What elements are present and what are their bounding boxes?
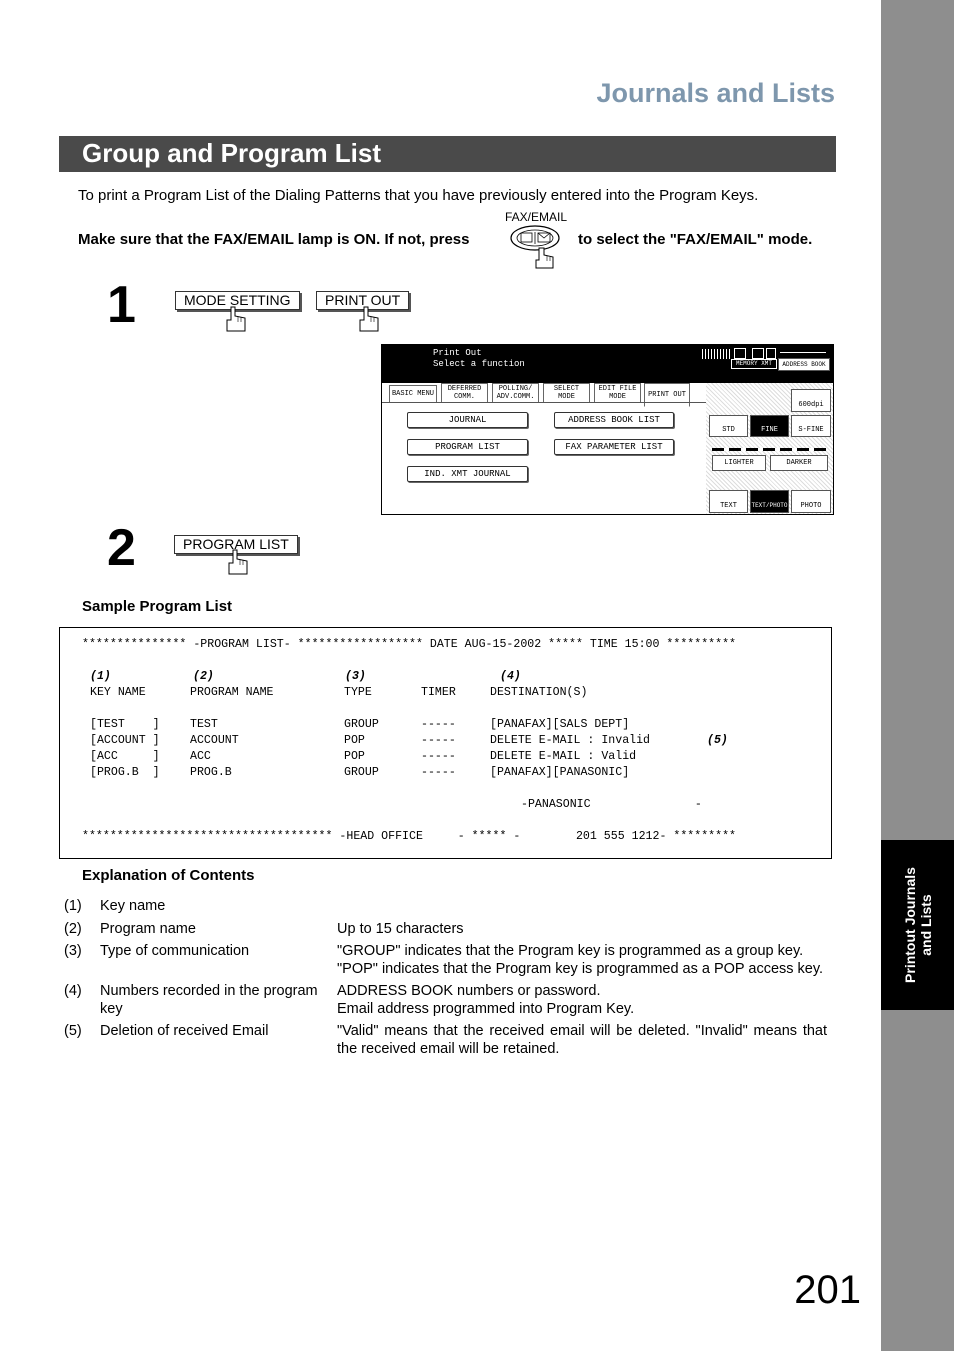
table-cell: ----- <box>421 750 456 763</box>
tab-print-out[interactable]: PRINT OUT <box>644 383 690 407</box>
table-cell: [PANAFAX][SALS DEPT] <box>490 718 630 731</box>
address-book-button[interactable]: ADDRESS BOOK <box>778 358 830 371</box>
item-term: Program name <box>100 921 196 937</box>
item-term: Deletion of received Email <box>100 1023 269 1039</box>
faxemail-button-label: FAX/EMAIL <box>505 210 568 224</box>
panel-header-line2: Select a function <box>433 359 525 369</box>
column-header: TIMER <box>421 686 456 699</box>
resolution-std-button[interactable]: STD <box>709 415 748 437</box>
faxemail-button-icon <box>508 224 564 270</box>
tab-deferred-comm[interactable]: DEFERRED COMM. <box>441 383 488 403</box>
resolution-fine-button[interactable]: FINE <box>750 415 789 437</box>
table-cell: TEST <box>190 718 218 731</box>
chapter-tab[interactable] <box>881 840 954 1010</box>
table-cell: GROUP <box>344 718 379 731</box>
marker-3: (3) <box>345 670 366 683</box>
item-description: ADDRESS BOOK numbers or password. Email address programmed into Program Key. <box>337 983 635 1017</box>
tab-basic-menu[interactable]: BASIC MENU <box>389 385 437 403</box>
item-number: (4) <box>64 983 82 999</box>
original-text-button[interactable]: TEXT <box>709 490 748 513</box>
darker-button[interactable]: DARKER <box>770 455 828 471</box>
table-cell: POP <box>344 750 365 763</box>
contrast-level-bar <box>712 448 826 451</box>
lighter-button[interactable]: LIGHTER <box>712 455 766 471</box>
item-description: Up to 15 characters <box>337 921 464 937</box>
item-number: (5) <box>64 1023 82 1039</box>
table-cell: PROG.B <box>190 766 232 779</box>
item-description: "GROUP" indicates that the Program key is programmed as a group key. "POP" indicates that the Program key is programmed as a POP access key. <box>337 943 824 977</box>
press-hand-icon <box>225 549 251 575</box>
marker-1: (1) <box>90 670 111 683</box>
faxemail-button[interactable] <box>508 224 564 270</box>
address-book-list-button[interactable]: ADDRESS BOOK LIST <box>554 412 674 428</box>
status-pattern-icon <box>702 349 732 359</box>
item-number: (3) <box>64 943 82 959</box>
sample-panasonic-line: -PANASONIC - <box>521 798 702 811</box>
explanation-title: Explanation of Contents <box>82 867 255 884</box>
chapter-title: Journals and Lists <box>596 78 835 108</box>
sample-header-line: *************** -PROGRAM LIST- ****************** DATE AUG-15-2002 ***** TIME 15:00 ********** <box>82 638 736 651</box>
print-out-key[interactable]: PRINT OUT <box>316 291 409 310</box>
marker-2: (2) <box>193 670 214 683</box>
table-cell: ACC <box>190 750 211 763</box>
chapter-tab-line2: and Lists <box>917 894 934 956</box>
item-term: Key name <box>100 898 166 914</box>
table-cell: [TEST ] <box>90 718 160 731</box>
tab-baseline <box>382 402 706 403</box>
column-header: DESTINATION(S) <box>490 686 588 699</box>
item-term: Numbers recorded in the program key <box>100 983 318 1017</box>
table-cell: ----- <box>421 718 456 731</box>
table-cell: ACCOUNT <box>190 734 239 747</box>
table-cell: [PROG.B ] <box>90 766 160 779</box>
table-cell: ----- <box>421 734 456 747</box>
column-header: TYPE <box>344 686 372 699</box>
column-header: KEY NAME <box>90 686 146 699</box>
item-description: "Valid" means that the received email will be deleted. "Invalid" means that the received email will be retained. <box>337 1023 827 1057</box>
program-list-key[interactable]: PROGRAM LIST <box>174 535 298 554</box>
press-hand-icon <box>356 306 382 332</box>
tab-select-mode[interactable]: SELECT MODE <box>543 383 590 403</box>
item-term: Type of communication <box>100 943 250 959</box>
table-cell: [PANAFAX][PANASONIC] <box>490 766 630 779</box>
resolution-sfine-button[interactable]: S-FINE <box>791 415 831 437</box>
journal-button[interactable]: JOURNAL <box>407 412 528 428</box>
sample-footer-line: ************************************ -HEAD OFFICE - ***** - 201 555 1212- ********* <box>82 830 736 843</box>
marker-5: (5) <box>707 734 728 747</box>
instruction-before: Make sure that the FAX/EMAIL lamp is ON. If not, press <box>78 231 470 248</box>
marker-4: (4) <box>500 670 521 683</box>
column-header: PROGRAM NAME <box>190 686 274 699</box>
tab-edit-file-mode[interactable]: EDIT FILE MODE <box>594 383 641 403</box>
chapter-tab-line1: Printout Journals <box>901 867 918 983</box>
press-hand-icon <box>223 306 249 332</box>
item-number: (2) <box>64 921 82 937</box>
dpi-button[interactable]: 600dpi <box>791 389 831 412</box>
panel-header-line1: Print Out <box>433 348 482 358</box>
section-title: Group and Program List <box>82 138 382 168</box>
memory-xmt-indicator: MEMORY XMT <box>731 359 777 369</box>
table-cell: [ACC ] <box>90 750 160 763</box>
instruction-after: to select the "FAX/EMAIL" mode. <box>578 231 813 248</box>
fax-parameter-list-button[interactable]: FAX PARAMETER LIST <box>554 439 674 455</box>
table-cell: DELETE E-MAIL : Invalid <box>490 734 651 747</box>
text-icon <box>752 348 764 359</box>
program-list-button[interactable]: PROGRAM LIST <box>407 439 528 455</box>
original-photo-button[interactable]: PHOTO <box>791 490 831 513</box>
page-number: 201 <box>794 1268 861 1312</box>
step-1-number: 1 <box>107 276 136 334</box>
step-2-number: 2 <box>107 519 136 577</box>
touch-panel-screen <box>381 344 834 515</box>
chapter-sidebar <box>881 0 954 1351</box>
contrast-icon <box>766 348 776 359</box>
sample-title: Sample Program List <box>82 598 233 615</box>
intro-text: To print a Program List of the Dialing Patterns that you have previously entered into the Program Keys. <box>78 187 759 204</box>
mode-setting-key[interactable]: MODE SETTING <box>175 291 300 310</box>
table-cell: GROUP <box>344 766 379 779</box>
ind-xmt-journal-button[interactable]: IND. XMT JOURNAL <box>407 466 528 482</box>
table-cell: DELETE E-MAIL : Valid <box>490 750 637 763</box>
table-cell: [ACCOUNT ] <box>90 734 160 747</box>
tab-polling[interactable]: POLLING/ ADV.COMM. <box>492 383 539 403</box>
sample-program-list <box>59 627 832 859</box>
grid-icon <box>734 348 746 359</box>
original-text-photo-button[interactable]: TEXT/PHOTO <box>750 490 789 513</box>
contrast-scale-icon <box>780 352 826 353</box>
table-cell: POP <box>344 734 365 747</box>
table-cell: ----- <box>421 766 456 779</box>
item-number: (1) <box>64 898 82 914</box>
